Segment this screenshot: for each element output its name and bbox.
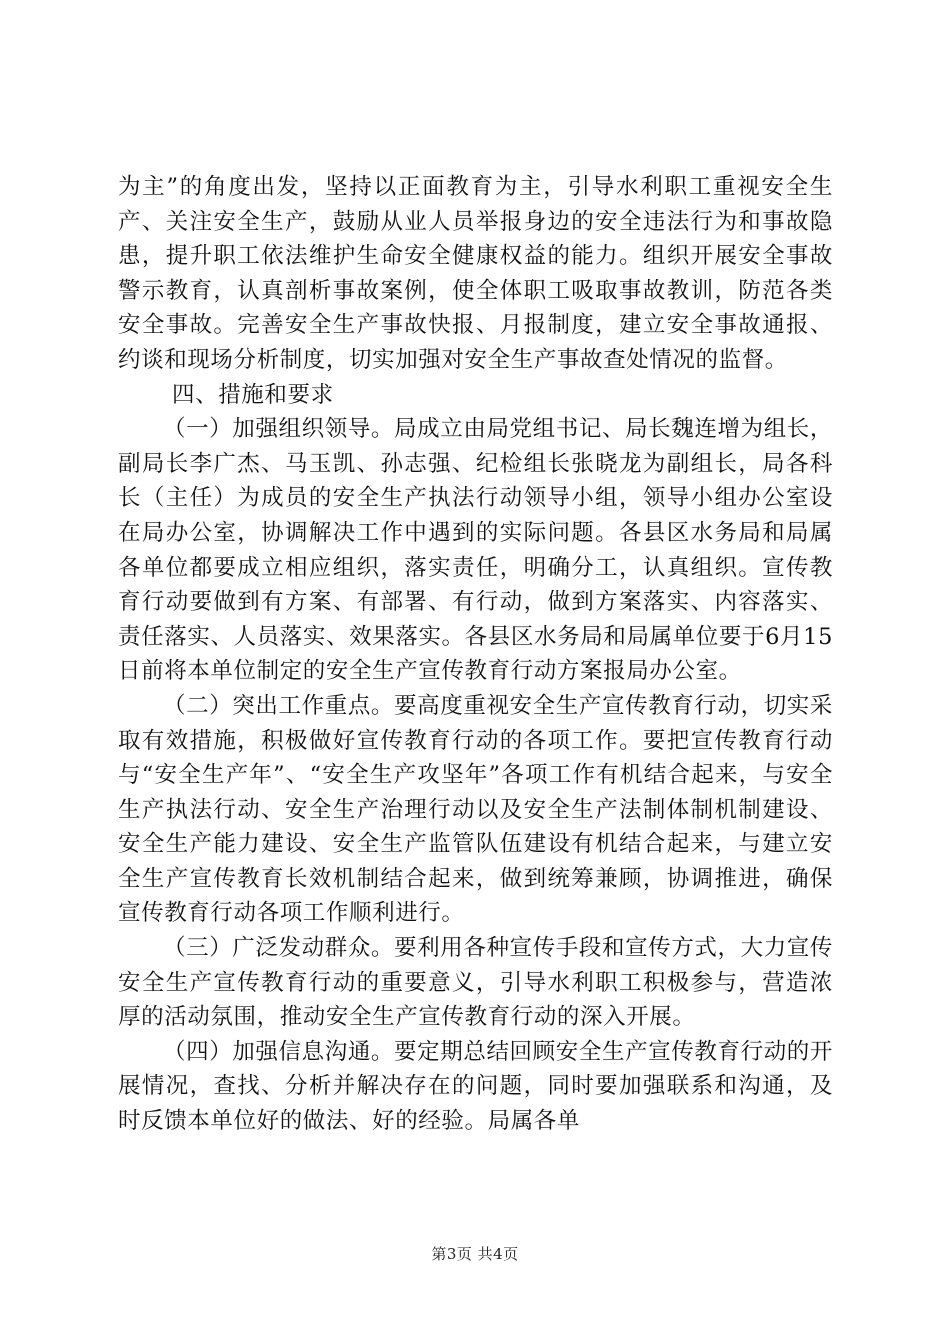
section-heading: 四、措施和要求 (172, 381, 334, 408)
paragraph-mobilize: （三）广泛发动群众。要利用各种宣传手段和宣传方式，大力宣传安全生产宣传教育行动的重要意义，引导水利职工积极参与，营造浓厚的活动氛围，推动安全生产宣传教育行动的深入开展。 (118, 935, 833, 1031)
paragraph-focus: （二）突出工作重点。要高度重视安全生产宣传教育行动，切实采取有效措施，积极做好宣传教育行动的各项工作。要把宣传教育行动与“安全生产年”、“安全生产攻坚年”各项工作有机结合起来，与安全生产执法行动、安全生产治理行动以及安全生产法制体制机制建设、安全生产能力建设、安全生产监管队伍建设有机结合起来，与建立安全生产宣传教育长效机制结合起来，做到统筹兼顾，协调推进，确保宣传教育行动各项工作顺利进行。 (118, 692, 833, 927)
document-body (118, 170, 833, 1139)
paragraph-communication: （四）加强信息沟通。要定期总结回顾安全生产宣传教育行动的开展情况，查找、分析并解决存在的问题，同时要加强联系和沟通，及时反馈本单位好的做法、好的经验。局属各单 (118, 1038, 833, 1135)
page-footer: 第3页 共4页 (431, 1245, 519, 1263)
paragraph-continued: 为主”的角度出发，坚持以正面教育为主，引导水利职工重视安全生产、关注安全生产，鼓励从业人员举报身边的安全违法行为和事故隐患，提升职工依法维护生命安全健康权益的能力。组织开展安全事故警示教育，认真剖析事故案例，使全体职工吸取事故教训，防范各类安全事故。完善安全生产事故快报、月报制度，建立安全事故通报、约谈和现场分析制度，切实加强对安全生产事故查处情况的监督。 (118, 174, 833, 373)
paragraph-organization: （一）加强组织领导。局成立由局党组书记、局长魏连增为组长，副局长李广杰、马玉凯、孙志强、纪检组长张晓龙为副组长，局各科长（主任）为成员的安全生产执法行动领导小组，领导小组办公室设在局办公室，协调解决工作中遇到的实际问题。各县区水务局和局属各单位都要成立相应组织，落实责任，明确分工，认真组织。宣传教育行动要做到有方案、有部署、有行动，做到方案落实、内容落实、责任落实、人员落实、效果落实。各县区水务局和局属单位要于6月15日前将本单位制定的安全生产宣传教育行动方案报局办公室。 (118, 416, 833, 685)
